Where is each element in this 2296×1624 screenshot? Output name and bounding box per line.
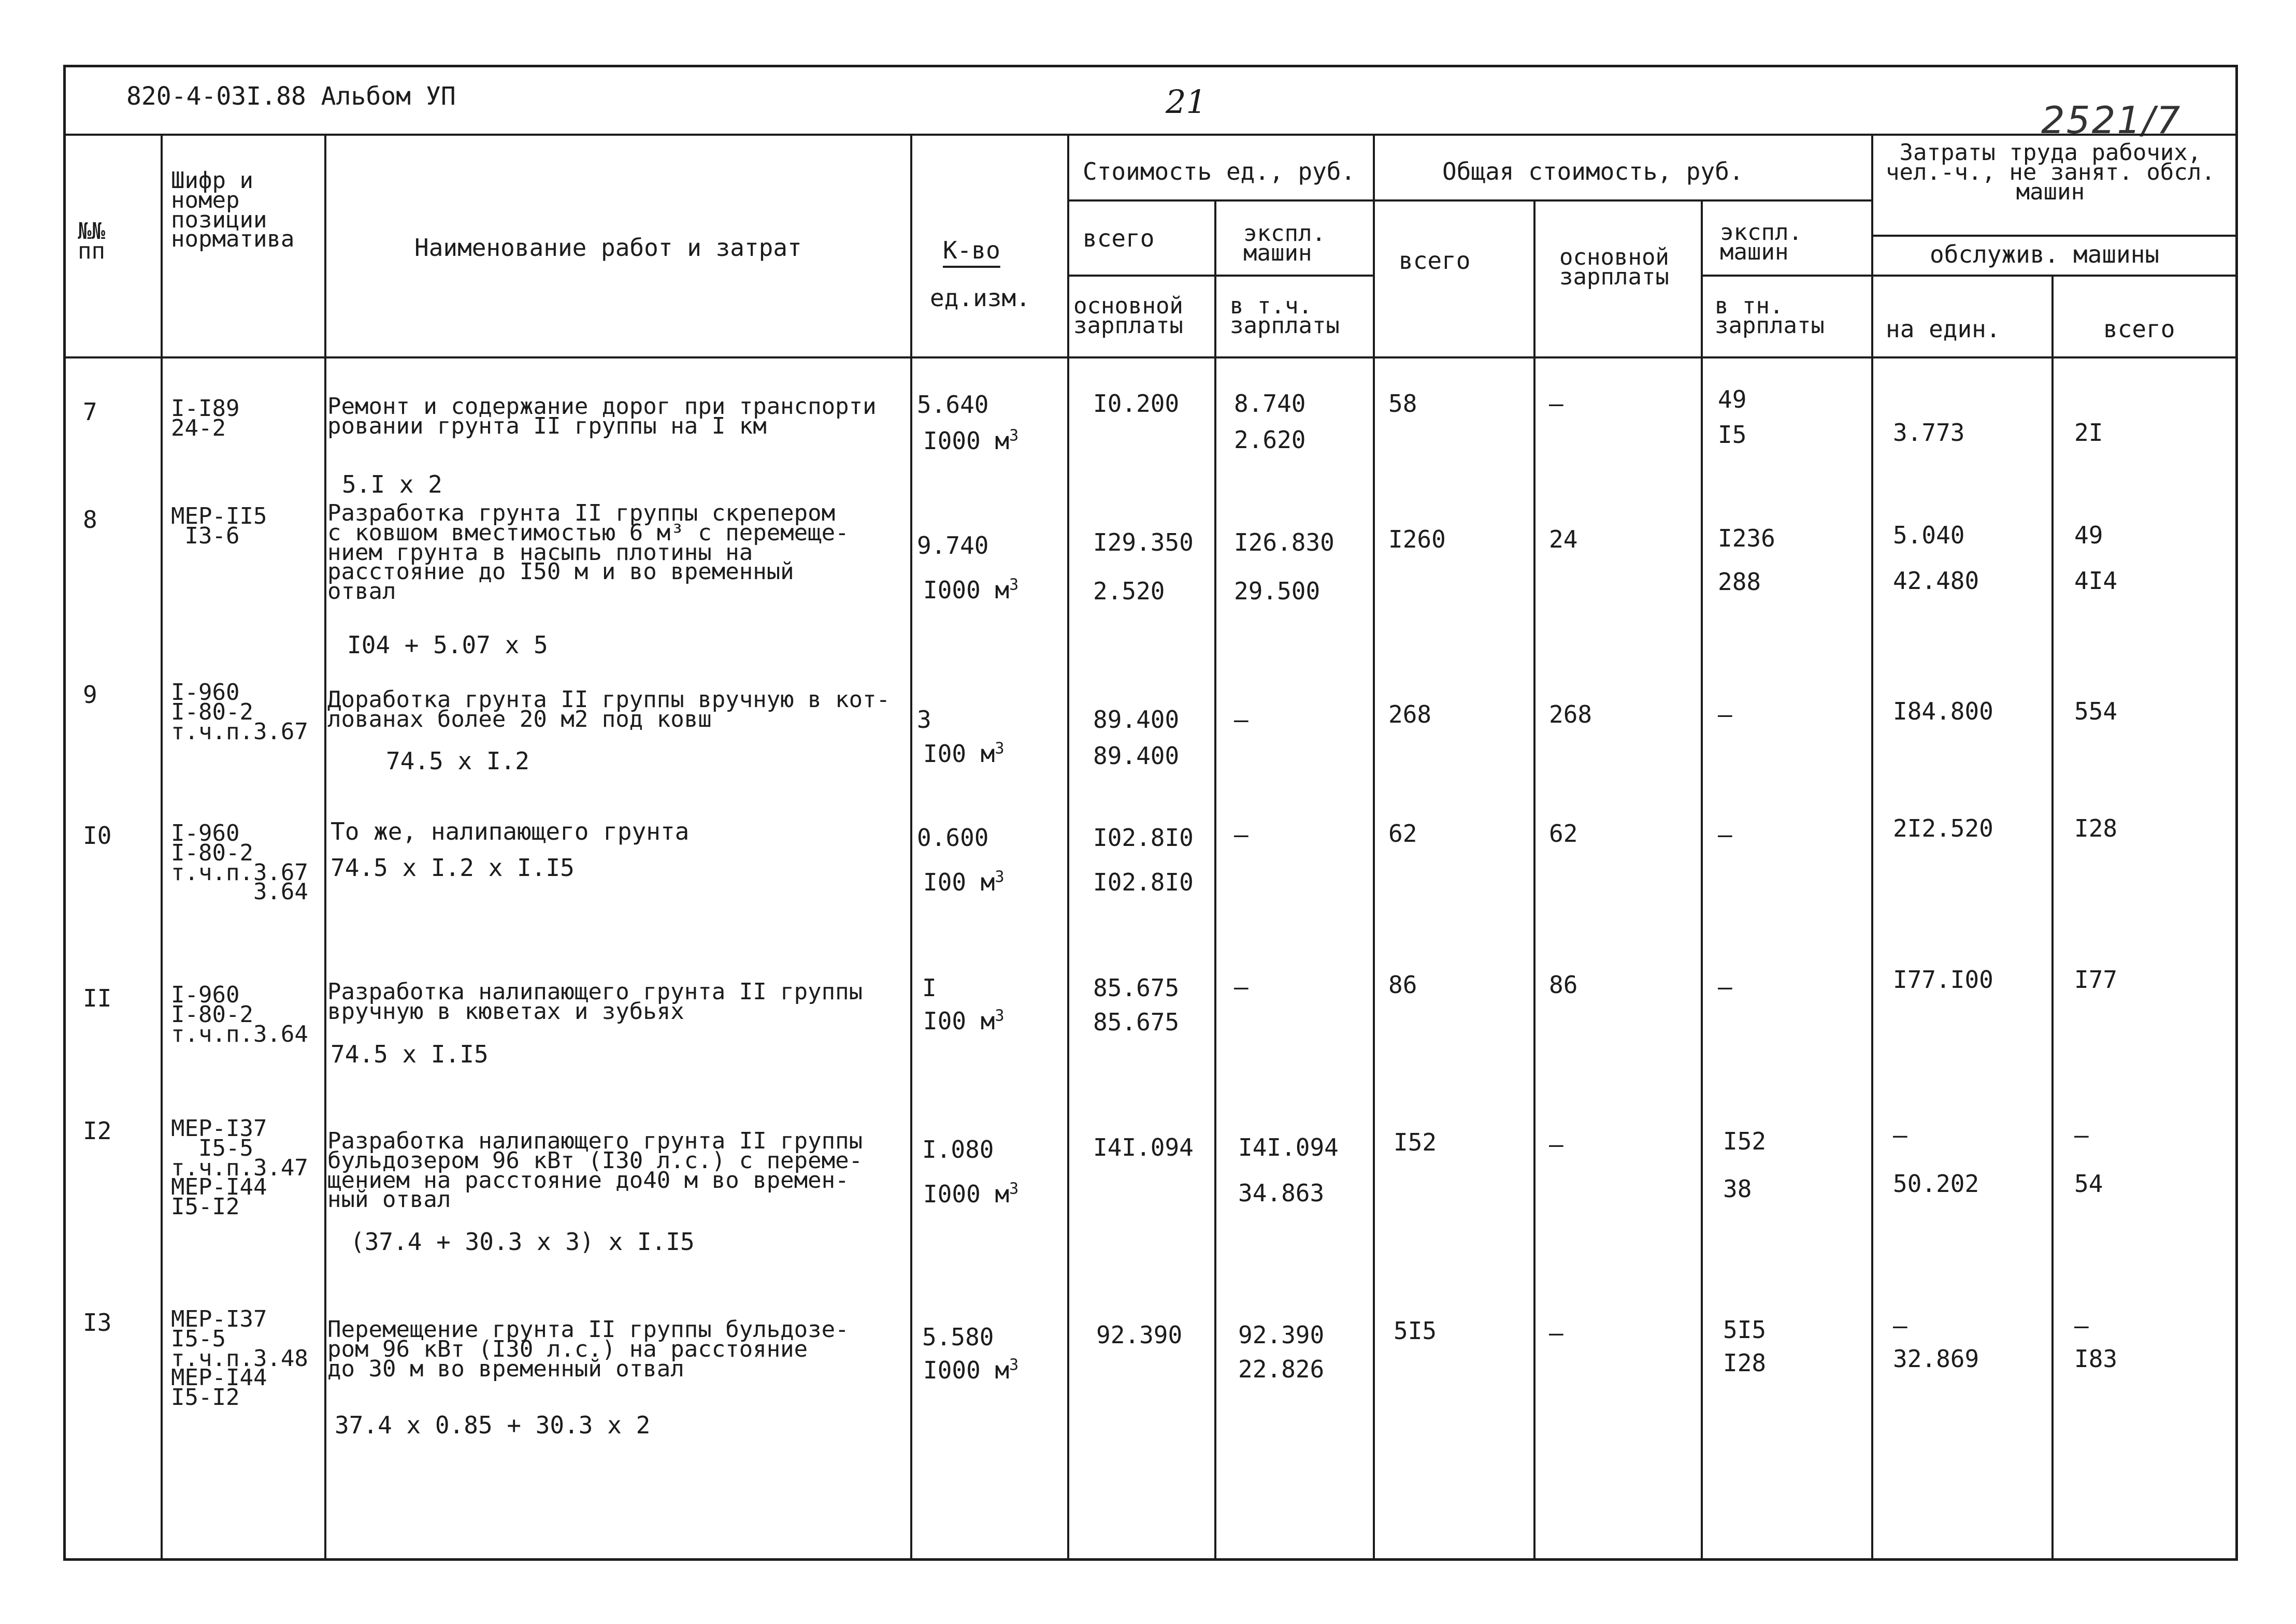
row-8-num: 8 (83, 506, 97, 534)
row-12-formula: (37.4 + 30.3 x 3) x I.I5 (350, 1228, 695, 1256)
row-13-labor-total-b: I83 (2074, 1345, 2118, 1373)
row-12-total-machines: I52 (1723, 1127, 1767, 1155)
row-10-labor-unit: 2I2.520 (1893, 814, 1993, 842)
row-11-formula: 74.5 x I.I5 (331, 1040, 489, 1068)
row-13-unit-machines-salary: 22.826 (1238, 1355, 1325, 1383)
col-rule-9 (1871, 134, 1873, 1561)
row-9-total: 268 (1388, 700, 1432, 728)
row-10-unit-machines: – (1234, 821, 1249, 849)
row-13-labor-unit-a: – (1893, 1312, 1907, 1340)
row-11-total: 86 (1388, 971, 1417, 999)
row-10-unit-salary: I02.8I0 (1093, 868, 1194, 896)
row-11-unit-salary: 85.675 (1093, 1008, 1180, 1036)
row-7-unit-machines-salary: 2.620 (1234, 426, 1306, 454)
col-rule-8 (1701, 199, 1703, 1561)
row-11-unit-machines: – (1234, 973, 1249, 1001)
row-13-qty: 5.580 (922, 1323, 994, 1351)
row-13-name: Перемещение грунта II группы бульдозе- ром 96 кВт (I30 л.с.) на расстояние до 30 м во временный отвал (327, 1316, 849, 1382)
row-8-labor-total-a: 49 (2074, 521, 2103, 549)
row-7-total-machines-salary: I5 (1718, 421, 1747, 449)
col-header-unit-machines: экспл. машин (1243, 220, 1326, 266)
row-12-labor-unit-a: – (1893, 1121, 1907, 1149)
row-13-unit: I000 $м^3$ (923, 1356, 1019, 1384)
row-11-qty: I (922, 974, 937, 1002)
row-11-num: II (83, 984, 112, 1012)
row-12-labor-unit-b: 50.202 (1893, 1170, 1979, 1198)
col-header-labor-per-unit: на един. (1886, 315, 2001, 343)
row-12-code: МЕР-I37 I5-5 т.ч.п.3.47 МЕР-I44 I5-I2 (171, 1115, 308, 1220)
col-header-labor-service: обслужив. машины (1930, 240, 2160, 268)
row-9-unit: I00 $м^3$ (923, 739, 1005, 768)
col-rule-7 (1533, 199, 1536, 1561)
row-7-unit-machines: 8.740 (1234, 390, 1306, 418)
row-13-code: МЕР-I37 I5-5 т.ч.п.3.48 МЕР-I44 I5-I2 (171, 1306, 308, 1411)
row-10-qty: 0.600 (917, 824, 989, 852)
labor-service-rule (1871, 275, 2238, 277)
row-11-unit: I00 $м^3$ (923, 1007, 1005, 1035)
row-13-unit-total: 92.390 (1096, 1321, 1183, 1349)
header-bottom-rule (63, 356, 2238, 358)
col-header-total-incl-salary: в тн. зарплаты (1715, 293, 1825, 339)
row-12-labor-total-a: – (2074, 1121, 2089, 1149)
row-7-labor-unit: 3.773 (1893, 419, 1965, 447)
row-8-labor-unit-a: 5.040 (1893, 521, 1965, 549)
col-header-name: Наименование работ и затрат (414, 234, 802, 262)
row-8-total-machines-salary: 288 (1718, 568, 1761, 596)
row-8-unit-total: I29.350 (1093, 528, 1194, 556)
unit-cost-sub-rule (1067, 275, 1373, 277)
row-8-code: МЕР-II5 I3-6 (171, 503, 267, 549)
row-9-unit-salary: 89.400 (1093, 742, 1180, 770)
row-11-code: I-960 I-80-2 т.ч.п.3.64 (171, 982, 308, 1047)
row-7-num: 7 (83, 398, 97, 426)
document-code: 820-4-03I.88 Альбом УП (126, 82, 456, 111)
row-12-labor-total-b: 54 (2074, 1170, 2103, 1198)
col-rule-2 (324, 134, 326, 1561)
row-10-unit-total: I02.8I0 (1093, 824, 1194, 852)
row-13-total-machines-salary: I28 (1723, 1349, 1767, 1377)
col-header-unit: ед.изм. (930, 284, 1030, 312)
row-12-name: Разработка налипающего грунта II группы бульдозером 96 кВт (I30 л.с.) с переме- щением на расстояние до40 м во времен- ный отвал (327, 1128, 863, 1213)
row-8-formula: I04 + 5.07 x 5 (347, 631, 548, 659)
row-7-code: I-I89 24-2 (171, 395, 240, 441)
row-11-labor-total: I77 (2074, 966, 2118, 994)
row-10-num: I0 (83, 822, 112, 850)
col-header-code: Шифр и номер позиции норматива (171, 167, 295, 253)
col-rule-3 (910, 134, 912, 1561)
col-header-labor: Затраты труда рабочих, чел.-ч., не занят. обсл. машин (1886, 139, 2215, 205)
row-9-unit-machines: – (1234, 706, 1249, 734)
col-header-unit-base-salary: основной зарплаты (1073, 293, 1183, 339)
row-8-name: Разработка грунта II группы скрепером с ковшом вместимостью 6 м³ с перемеще- нием грунта в насыпь плотины на расстояние до I50 м и во временный отвал (327, 500, 849, 605)
col-header-total-base-salary: основной зарплаты (1559, 244, 1669, 290)
row-12-unit-total: I4I.094 (1093, 1133, 1194, 1161)
row-13-total: 5I5 (1394, 1317, 1437, 1345)
col-header-total-machines: экспл. машин (1720, 219, 1802, 265)
unit-cost-rule (1067, 199, 1373, 202)
row-8-unit-salary: 2.520 (1093, 577, 1165, 605)
col-rule-1 (161, 134, 163, 1561)
row-13-num: I3 (83, 1309, 112, 1336)
row-13-unit-machines: 92.390 (1238, 1321, 1325, 1349)
labor-rule (1871, 235, 2238, 237)
row-8-labor-unit-b: 42.480 (1893, 567, 1979, 595)
row-11-unit-total: 85.675 (1093, 974, 1180, 1002)
row-13-total-machines: 5I5 (1723, 1316, 1767, 1344)
row-9-labor-total: 554 (2074, 697, 2118, 725)
col-rule-4 (1067, 134, 1069, 1561)
row-8-labor-total-b: 4I4 (2074, 567, 2118, 595)
row-12-unit-machines: I4I.094 (1238, 1133, 1339, 1161)
row-10-name: То же, налипающего грунта (331, 817, 690, 845)
row-10-total: 62 (1388, 820, 1417, 847)
row-11-total-salary: 86 (1549, 971, 1578, 999)
row-9-code: I-960 I-80-2 т.ч.п.3.67 (171, 679, 308, 745)
col-header-total-cost: Общая стоимость, руб. (1442, 157, 1744, 185)
row-8-unit-machines: I26.830 (1234, 528, 1334, 556)
row-8-unit-machines-salary: 29.500 (1234, 577, 1321, 605)
row-11-total-machines: – (1718, 973, 1732, 1001)
row-9-labor-unit: I84.800 (1893, 697, 1993, 725)
col-header-num: №№ пп (78, 218, 105, 264)
row-11-labor-unit: I77.I00 (1893, 966, 1993, 994)
row-8-total-salary: 24 (1549, 525, 1578, 553)
row-12-num: I2 (83, 1117, 112, 1145)
row-12-total-machines-salary: 38 (1723, 1175, 1752, 1203)
row-9-total-machines: – (1718, 700, 1732, 728)
row-7-unit-total: I0.200 (1093, 390, 1180, 418)
total-machines-sub-rule (1701, 275, 1871, 277)
col-header-unit-total: всего (1083, 224, 1155, 252)
col-rule-5 (1214, 199, 1216, 1561)
col-rule-10 (2051, 275, 2054, 1561)
row-7-total-machines: 49 (1718, 385, 1747, 413)
row-7-total: 58 (1388, 390, 1417, 418)
row-11-name: Разработка налипающего грунта II группы вручную в кюветах и зубьях (327, 979, 863, 1025)
row-9-name: Доработка грунта II группы вручную в кот- лованах более 20 м2 под ковш (327, 686, 891, 732)
row-13-labor-unit-b: 32.869 (1893, 1345, 1979, 1373)
row-10-labor-total: I28 (2074, 814, 2118, 842)
row-9-unit-total: 89.400 (1093, 706, 1180, 734)
row-9-num: 9 (83, 681, 97, 709)
row-10-formula: 74.5 x I.2 x I.I5 (331, 854, 575, 882)
row-7-formula: 5.I x 2 (342, 470, 442, 498)
col-rule-6 (1373, 134, 1375, 1561)
row-8-total-machines: I236 (1718, 524, 1775, 552)
row-12-unit: I000 $м^3$ (923, 1180, 1019, 1208)
col-header-unit-incl-salary: в т.ч. зарплаты (1230, 293, 1340, 339)
col-header-unit-cost: Стоимость ед., руб. (1083, 157, 1356, 185)
row-10-total-salary: 62 (1549, 820, 1578, 847)
row-10-total-machines: – (1718, 821, 1732, 849)
row-10-unit: I00 $м^3$ (923, 868, 1005, 896)
col-header-labor-total: всего (2103, 315, 2175, 343)
col-header-total-total: всего (1399, 247, 1471, 275)
row-7-labor-total: 2I (2074, 419, 2103, 447)
row-9-total-salary: 268 (1549, 700, 1592, 728)
row-8-total: I260 (1388, 525, 1446, 553)
total-cost-rule (1373, 199, 1871, 202)
page-number: 21 (1166, 83, 1207, 121)
header-top-rule (63, 134, 2238, 136)
row-7-unit: I000 $м^3$ (923, 426, 1019, 455)
row-12-unit-machines-salary: 34.863 (1238, 1179, 1325, 1207)
row-7-qty: 5.640 (917, 391, 989, 419)
row-13-total-salary: – (1549, 1319, 1563, 1347)
sheet-stamp: 2521/7 (2041, 98, 2182, 142)
col-header-qty: К-во (943, 236, 1000, 264)
row-9-qty: 3 (917, 706, 931, 734)
row-7-name: Ремонт и содержание дорог при транспорти ровании грунта II группы на I км (327, 393, 877, 439)
row-13-labor-total-a: – (2074, 1312, 2089, 1340)
row-12-total-salary: – (1549, 1130, 1563, 1158)
row-9-formula: 74.5 x I.2 (386, 747, 529, 775)
row-7-total-salary: – (1549, 390, 1563, 418)
row-10-code: I-960 I-80-2 т.ч.п.3.67 3.64 (171, 820, 308, 906)
row-8-unit: I000 $м^3$ (923, 576, 1019, 604)
row-12-qty: I.080 (922, 1136, 994, 1163)
row-8-qty: 9.740 (917, 531, 989, 559)
row-12-total: I52 (1394, 1128, 1437, 1156)
row-13-formula: 37.4 x 0.85 + 30.3 x 2 (335, 1411, 651, 1439)
